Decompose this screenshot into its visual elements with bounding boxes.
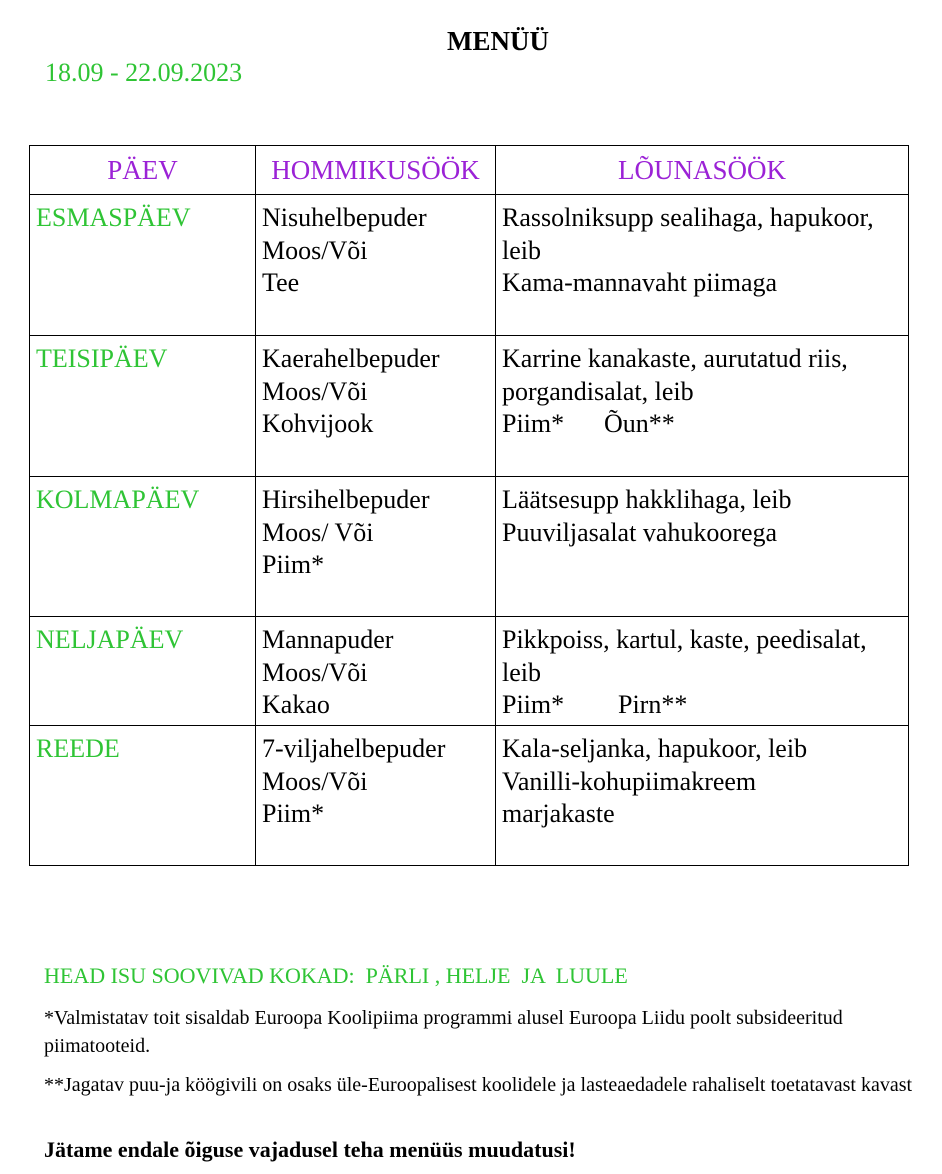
- lunch-extra-item: Piim*: [502, 409, 565, 438]
- lunch-extra-item: Õun**: [604, 409, 675, 438]
- cooks-greeting: HEAD ISU SOOVIVAD KOKAD: PÄRLI , HELJE JA LUULE: [44, 963, 628, 988]
- lunch-extra-item: Piim*: [502, 690, 565, 719]
- lunch-item: Läätsesupp hakklihaga, leib: [502, 485, 792, 514]
- day-cell: ESMASPÄEV: [30, 195, 256, 336]
- breakfast-item: 7-viljahelbepuder: [262, 734, 446, 763]
- breakfast-item: Kaerahelbepuder: [262, 344, 440, 373]
- lunch-cell: [496, 336, 909, 477]
- breakfast-item: Tee: [262, 268, 300, 297]
- lunch-extras: [502, 408, 903, 441]
- breakfast-item: Piim*: [262, 550, 325, 579]
- lunch-extra-item: Pirn**: [618, 690, 688, 719]
- lunch-item: Karrine kanakaste, aurutatud riis, porgandisalat, leib: [502, 344, 848, 406]
- menu-table: [29, 145, 909, 866]
- breakfast-item: Nisuhelbepuder: [262, 203, 427, 232]
- breakfast-item: Moos/Või: [262, 376, 368, 406]
- table-row: [30, 195, 909, 336]
- day-cell: NELJAPÄEV: [30, 617, 256, 726]
- breakfast-cell: [256, 617, 496, 726]
- table-header-row: [30, 146, 909, 195]
- lunch-item: Rassolniksupp sealihaga, hapukoor, leib: [502, 203, 874, 265]
- fruit-programme-note: **Jagatav puu-ja köögivili on osaks üle-Euroopalisest koolidele ja lasteaedadele rahaliselt toetatavast kavast: [44, 1074, 913, 1096]
- breakfast-cell: [256, 477, 496, 617]
- column-header-day: PÄEV: [30, 146, 256, 195]
- breakfast-item: Moos/ Või: [262, 517, 374, 547]
- breakfast-item: Kohvijook: [262, 409, 374, 438]
- breakfast-cell: [256, 336, 496, 477]
- lunch-extras: [502, 689, 903, 722]
- breakfast-item: Moos/Või: [262, 235, 368, 265]
- breakfast-cell: [256, 195, 496, 336]
- breakfast-item: Piim*: [262, 799, 325, 828]
- menu-change-disclaimer: Jätame endale õiguse vajadusel teha menüüs muudatusi!: [44, 1137, 576, 1162]
- column-header-breakfast: HOMMIKUSÖÖK: [256, 146, 496, 195]
- column-header-lunch: LÕUNASÖÖK: [496, 146, 909, 195]
- lunch-item: Puuviljasalat vahukoorega: [502, 517, 778, 547]
- table-row: [30, 477, 909, 617]
- breakfast-cell: [256, 726, 496, 866]
- lunch-item: Kala-seljanka, hapukoor, leib: [502, 734, 808, 763]
- breakfast-item: Moos/Või: [262, 657, 368, 687]
- day-cell: REEDE: [30, 726, 256, 866]
- lunch-item: Vanilli-kohupiimakreem marjakaste: [502, 766, 757, 828]
- breakfast-item: Hirsihelbepuder: [262, 485, 430, 514]
- table-row: [30, 726, 909, 866]
- day-cell: KOLMAPÄEV: [30, 477, 256, 617]
- breakfast-item: Mannapuder: [262, 625, 394, 654]
- lunch-cell: [496, 726, 909, 866]
- page-title: MENÜÜ: [447, 26, 549, 56]
- breakfast-item: Kakao: [262, 690, 330, 719]
- breakfast-item: Moos/Või: [262, 766, 368, 796]
- lunch-item: Pikkpoiss, kartul, kaste, peedisalat, leib: [502, 625, 867, 687]
- day-cell: TEISIPÄEV: [30, 336, 256, 477]
- lunch-cell: [496, 477, 909, 617]
- lunch-cell: [496, 195, 909, 336]
- lunch-cell: [496, 617, 909, 726]
- date-range: 18.09 - 22.09.2023: [45, 58, 243, 87]
- milk-programme-note: *Valmistatav toit sisaldab Euroopa Koolipiima programmi alusel Euroopa Liidu poolt subsideeritud piimatooteid.: [44, 1007, 843, 1057]
- table-row: [30, 336, 909, 477]
- table-row: [30, 617, 909, 726]
- lunch-item: Kama-mannavaht piimaga: [502, 268, 778, 297]
